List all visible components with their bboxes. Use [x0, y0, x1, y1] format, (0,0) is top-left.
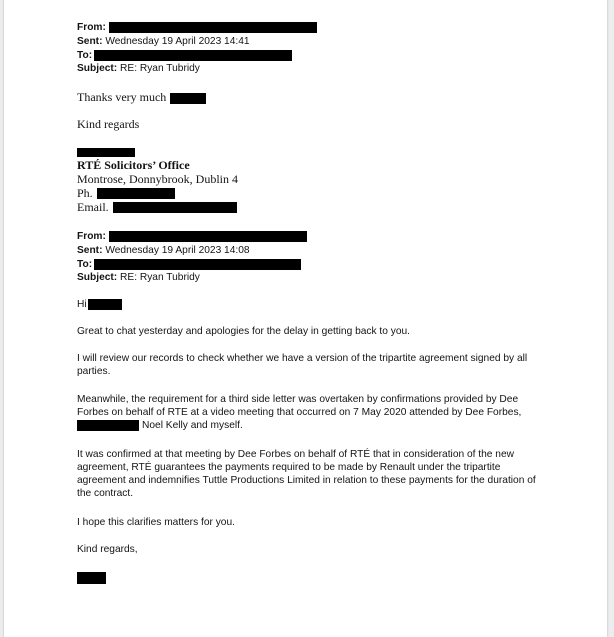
- document-page: [4, 0, 607, 637]
- redaction-block: [77, 572, 106, 584]
- email2-subject-value: RE: Ryan Tubridy: [120, 63, 200, 74]
- signature-email-label: Email.: [77, 200, 109, 214]
- email2-sent-row: [77, 35, 250, 48]
- email1-closing: Kind regards,: [77, 544, 138, 555]
- email1-paragraph-3-end: Noel Kelly and myself.: [142, 420, 243, 431]
- email2-from-row: [77, 21, 317, 34]
- email1-greeting: Hi: [77, 299, 87, 310]
- email2-from-label: From:: [77, 22, 106, 33]
- email1-from-row: [77, 230, 307, 243]
- email2-to-label: To:: [77, 50, 93, 61]
- email1-subject-row: [77, 271, 200, 284]
- email1-paragraph-1: Great to chat yesterday and apologies for the delay in getting back to you.: [77, 326, 410, 337]
- email2-thanks-line: [77, 91, 206, 104]
- redaction-block: [77, 420, 139, 431]
- signature-phone-label: Ph.: [77, 186, 93, 200]
- email2-subject-row: [77, 62, 200, 75]
- email1-subject-value: RE: Ryan Tubridy: [120, 272, 200, 283]
- email2-sent-label: Sent:: [77, 36, 103, 47]
- email1-signoff-line: [77, 571, 106, 584]
- signature-phone-row: [77, 187, 175, 200]
- email1-subject-label: Subject:: [77, 272, 118, 283]
- email2-regards-line: [77, 118, 139, 131]
- email2-sent-value: Wednesday 19 April 2023 14:41: [105, 36, 250, 47]
- signature-email-row: [77, 201, 237, 214]
- email1-paragraph-2: I will review our records to check whether we have a version of the tripartite agreement signed by all parties.: [77, 353, 528, 377]
- email2-thanks-text: Thanks very much: [77, 90, 167, 104]
- email2-subject-label: Subject:: [77, 63, 118, 74]
- redaction-block: [94, 259, 301, 270]
- redaction-block: [109, 231, 307, 242]
- email1-sent-value: Wednesday 19 April 2023 14:08: [105, 245, 250, 256]
- email1-sent-label: Sent:: [77, 245, 103, 256]
- email1-paragraph-4: It was confirmed at that meeting by Dee Forbes on behalf of RTÉ that in consideration of the new agreement, RTÉ guarantees the payments required to be made by Renault under the tripartite agreement and indemnifies Tuttle Productions Limited in relation to these payments for the duration of the contract.: [77, 449, 536, 499]
- email1-paragraph-3-start: Meanwhile, the requirement for a third side letter was overtaken by confirmations provided by Dee Forbes on behalf of RTE at a video meeting that occurred on 7 May 2020 attended by Dee Forbes,: [77, 394, 522, 418]
- email1-paragraph-3: [77, 393, 547, 432]
- email1-from-label: From:: [77, 231, 106, 242]
- signature-address: Montrose, Donnybrook, Dublin 4: [77, 172, 238, 186]
- email2-to-row: [77, 49, 292, 62]
- email1-to-label: To:: [77, 259, 93, 270]
- email1-paragraph-5: I hope this clarifies matters for you.: [77, 517, 235, 528]
- redaction-block: [109, 22, 317, 33]
- redaction-block: [170, 93, 206, 104]
- redaction-block: [94, 50, 292, 61]
- email1-sent-row: [77, 244, 250, 257]
- redaction-block: [88, 299, 122, 310]
- redaction-block: [97, 188, 175, 199]
- email1-greeting-line: [77, 298, 122, 311]
- redaction-block: [113, 202, 237, 213]
- email2-regards-text: Kind regards: [77, 117, 140, 131]
- email1-to-row: [77, 258, 301, 271]
- redaction-block: [77, 148, 135, 157]
- signature-office: RTÉ Solicitors’ Office: [77, 158, 190, 172]
